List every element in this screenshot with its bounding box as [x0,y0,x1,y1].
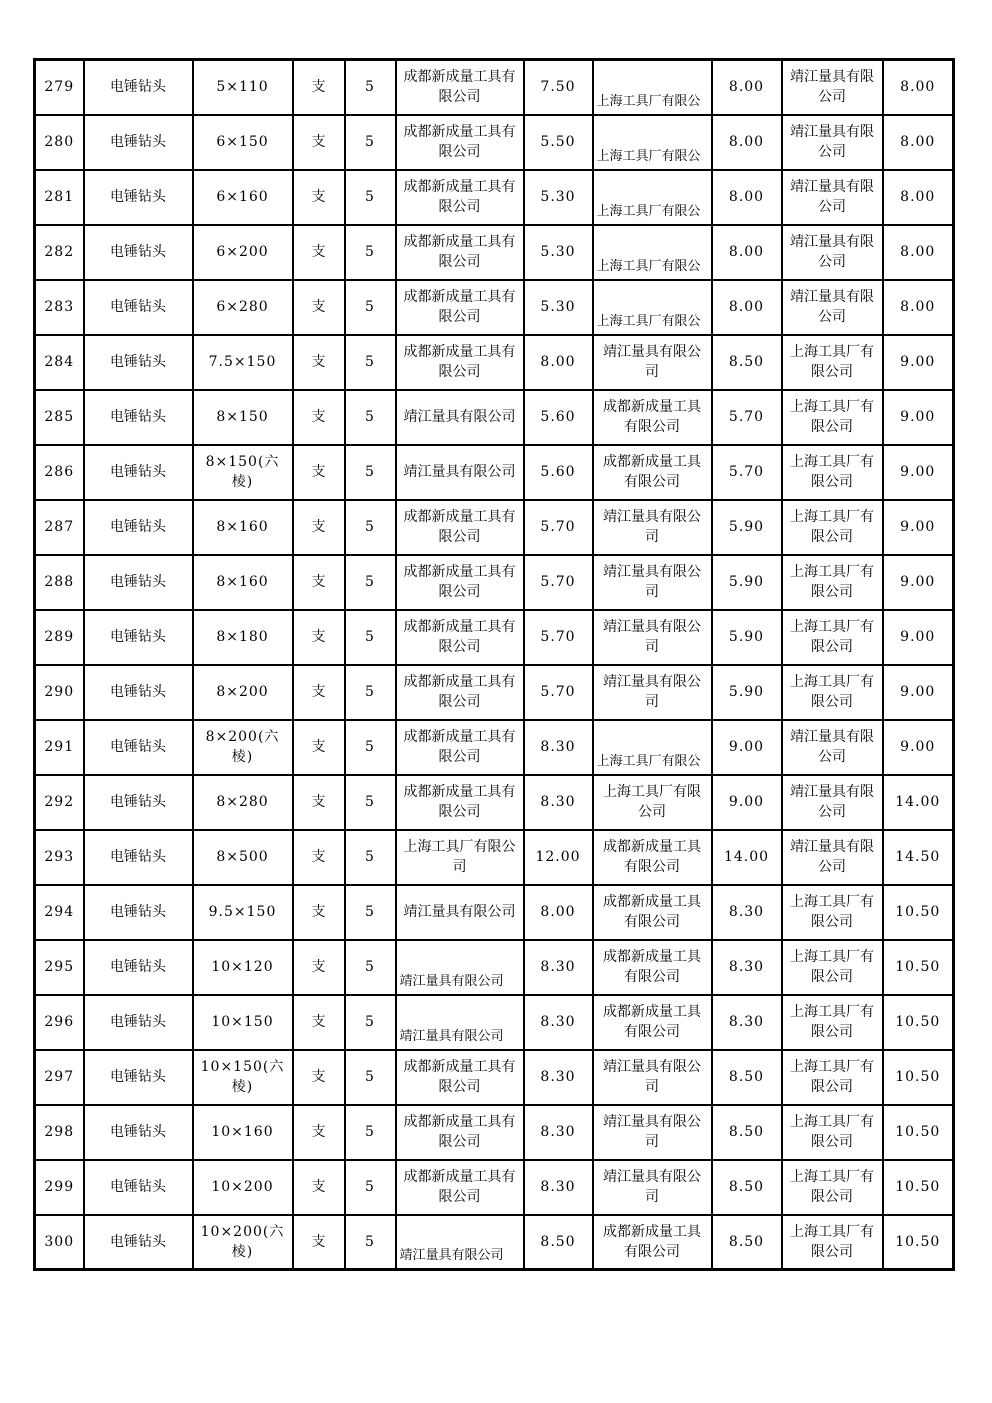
price-1: 8.30 [524,1050,593,1105]
supplier-2: 靖江量具有限公司 [593,500,712,555]
supplier-1: 成都新成量工具有限公司 [396,555,524,610]
table-row [35,280,954,335]
item-spec: 8×180 [193,610,293,665]
item-quantity: 5 [345,555,396,610]
price-3: 8.00 [883,225,954,280]
table-row [35,225,954,280]
supplier-2: 靖江量具有限公司 [593,555,712,610]
price-2: 8.00 [712,115,782,170]
item-unit: 支 [293,775,345,830]
item-name: 电锤钻头 [84,1215,193,1270]
item-name: 电锤钻头 [84,885,193,940]
supplier-3: 上海工具厂有限公司 [782,500,883,555]
item-unit: 支 [293,720,345,775]
price-1: 5.30 [524,280,593,335]
item-spec: 6×280 [193,280,293,335]
supplier-2: 成都新成量工具有限公司 [593,390,712,445]
row-number: 283 [35,280,84,335]
item-unit: 支 [293,115,345,170]
table-row [35,995,954,1050]
supplier-3: 上海工具厂有限公司 [782,1215,883,1270]
supplier-1: 成都新成量工具有限公司 [396,720,524,775]
supplier-3: 靖江量具有限公司 [782,60,883,115]
item-name: 电锤钻头 [84,830,193,885]
supplier-2: 靖江量具有限公司 [593,1160,712,1215]
price-1: 8.30 [524,775,593,830]
item-name: 电锤钻头 [84,1160,193,1215]
row-number: 290 [35,665,84,720]
item-name: 电锤钻头 [84,940,193,995]
item-name: 电锤钻头 [84,445,193,500]
supplier-3: 靖江量具有限公司 [782,170,883,225]
supplier-1: 成都新成量工具有限公司 [396,500,524,555]
table-row [35,1105,954,1160]
price-3: 8.00 [883,280,954,335]
item-quantity: 5 [345,1050,396,1105]
price-1: 5.50 [524,115,593,170]
item-unit: 支 [293,940,345,995]
supplier-1: 成都新成量工具有限公司 [396,335,524,390]
item-unit: 支 [293,225,345,280]
item-spec: 10×160 [193,1105,293,1160]
price-2: 5.70 [712,445,782,500]
item-spec: 9.5×150 [193,885,293,940]
table-row [35,555,954,610]
item-quantity: 5 [345,170,396,225]
item-name: 电锤钻头 [84,720,193,775]
price-1: 5.60 [524,390,593,445]
supplier-2: 成都新成量工具有限公司 [593,940,712,995]
row-number: 297 [35,1050,84,1105]
item-quantity: 5 [345,665,396,720]
supplier-2: 上海工具厂有限公 [593,170,712,225]
supplier-1: 成都新成量工具有限公司 [396,775,524,830]
supplier-3: 上海工具厂有限公司 [782,940,883,995]
row-number: 294 [35,885,84,940]
table-row [35,60,954,115]
table-body [35,60,954,1270]
supplier-1: 靖江量具有限公司 [396,445,524,500]
supplier-3: 上海工具厂有限公司 [782,1160,883,1215]
item-spec: 10×150(六棱) [193,1050,293,1105]
price-2: 8.50 [712,1160,782,1215]
item-unit: 支 [293,335,345,390]
table-row [35,170,954,225]
price-1: 5.30 [524,225,593,280]
row-number: 296 [35,995,84,1050]
supplier-2: 成都新成量工具有限公司 [593,1215,712,1270]
item-quantity: 5 [345,335,396,390]
item-spec: 8×160 [193,555,293,610]
price-1: 8.00 [524,335,593,390]
price-2: 8.30 [712,995,782,1050]
supplier-1: 成都新成量工具有限公司 [396,280,524,335]
price-1: 5.70 [524,555,593,610]
table-row [35,390,954,445]
table-row [35,610,954,665]
item-spec: 8×500 [193,830,293,885]
item-quantity: 5 [345,390,396,445]
supplier-3: 上海工具厂有限公司 [782,610,883,665]
item-unit: 支 [293,1050,345,1105]
supplier-3: 靖江量具有限公司 [782,775,883,830]
price-2: 8.30 [712,885,782,940]
item-spec: 6×160 [193,170,293,225]
row-number: 284 [35,335,84,390]
table-row [35,115,954,170]
item-name: 电锤钻头 [84,225,193,280]
supplier-1: 成都新成量工具有限公司 [396,60,524,115]
item-unit: 支 [293,170,345,225]
price-1: 5.70 [524,665,593,720]
supplier-2: 上海工具厂有限公 [593,280,712,335]
supplier-3: 上海工具厂有限公司 [782,665,883,720]
price-1: 8.30 [524,1160,593,1215]
item-quantity: 5 [345,1215,396,1270]
row-number: 287 [35,500,84,555]
item-spec: 8×160 [193,500,293,555]
item-quantity: 5 [345,60,396,115]
item-spec: 8×280 [193,775,293,830]
item-spec: 10×150 [193,995,293,1050]
item-quantity: 5 [345,610,396,665]
table-row [35,445,954,500]
item-quantity: 5 [345,995,396,1050]
item-spec: 8×200 [193,665,293,720]
item-unit: 支 [293,60,345,115]
supplier-2: 靖江量具有限公司 [593,335,712,390]
row-number: 279 [35,60,84,115]
supplier-1: 靖江量具有限公司 [396,995,524,1050]
table-row [35,720,954,775]
price-2: 8.00 [712,170,782,225]
price-2: 8.50 [712,335,782,390]
price-1: 8.30 [524,720,593,775]
item-quantity: 5 [345,500,396,555]
item-unit: 支 [293,830,345,885]
price-2: 5.90 [712,665,782,720]
price-2: 8.00 [712,280,782,335]
item-quantity: 5 [345,115,396,170]
price-3: 9.00 [883,335,954,390]
price-3: 9.00 [883,445,954,500]
item-unit: 支 [293,445,345,500]
price-1: 5.30 [524,170,593,225]
item-quantity: 5 [345,885,396,940]
supplier-2: 上海工具厂有限公 [593,225,712,280]
row-number: 289 [35,610,84,665]
row-number: 282 [35,225,84,280]
table-row [35,1050,954,1105]
table-row [35,830,954,885]
price-1: 8.30 [524,940,593,995]
item-name: 电锤钻头 [84,170,193,225]
price-2: 5.90 [712,500,782,555]
price-1: 8.30 [524,995,593,1050]
price-2: 8.50 [712,1215,782,1270]
item-unit: 支 [293,390,345,445]
supplier-3: 靖江量具有限公司 [782,115,883,170]
supplier-1: 靖江量具有限公司 [396,885,524,940]
price-2: 8.00 [712,60,782,115]
item-quantity: 5 [345,775,396,830]
item-name: 电锤钻头 [84,60,193,115]
item-quantity: 5 [345,1160,396,1215]
price-3: 8.00 [883,60,954,115]
supplier-2: 靖江量具有限公司 [593,610,712,665]
row-number: 280 [35,115,84,170]
item-name: 电锤钻头 [84,280,193,335]
price-3: 14.50 [883,830,954,885]
item-name: 电锤钻头 [84,775,193,830]
row-number: 288 [35,555,84,610]
supplier-2: 上海工具厂有限公 [593,115,712,170]
supplier-1: 成都新成量工具有限公司 [396,610,524,665]
supplier-2: 成都新成量工具有限公司 [593,885,712,940]
price-1: 5.60 [524,445,593,500]
price-1: 7.50 [524,60,593,115]
item-spec: 10×200(六棱) [193,1215,293,1270]
price-1: 8.30 [524,1105,593,1160]
price-2: 8.50 [712,1050,782,1105]
supplier-1: 靖江量具有限公司 [396,1215,524,1270]
item-spec: 10×200 [193,1160,293,1215]
price-1: 5.70 [524,610,593,665]
supplier-3: 上海工具厂有限公司 [782,995,883,1050]
row-number: 281 [35,170,84,225]
row-number: 300 [35,1215,84,1270]
item-unit: 支 [293,610,345,665]
price-2: 5.90 [712,555,782,610]
price-3: 14.00 [883,775,954,830]
price-1: 8.50 [524,1215,593,1270]
table-row [35,500,954,555]
table-row [35,1215,954,1270]
supplier-1: 成都新成量工具有限公司 [396,1160,524,1215]
table-row [35,940,954,995]
item-name: 电锤钻头 [84,115,193,170]
supplier-2: 成都新成量工具有限公司 [593,995,712,1050]
supplier-2: 成都新成量工具有限公司 [593,445,712,500]
price-3: 10.50 [883,1215,954,1270]
item-name: 电锤钻头 [84,500,193,555]
supplier-1: 成都新成量工具有限公司 [396,225,524,280]
price-2: 8.50 [712,1105,782,1160]
price-3: 9.00 [883,500,954,555]
row-number: 291 [35,720,84,775]
row-number: 293 [35,830,84,885]
supplier-3: 上海工具厂有限公司 [782,885,883,940]
price-2: 9.00 [712,720,782,775]
price-3: 10.50 [883,1160,954,1215]
price-2: 5.70 [712,390,782,445]
supplier-3: 靖江量具有限公司 [782,225,883,280]
row-number: 285 [35,390,84,445]
item-quantity: 5 [345,225,396,280]
supplier-2: 靖江量具有限公司 [593,1105,712,1160]
price-1: 12.00 [524,830,593,885]
item-name: 电锤钻头 [84,390,193,445]
price-1: 5.70 [524,500,593,555]
item-unit: 支 [293,1160,345,1215]
price-3: 9.00 [883,720,954,775]
price-2: 8.30 [712,940,782,995]
item-spec: 8×200(六棱) [193,720,293,775]
item-quantity: 5 [345,280,396,335]
price-3: 10.50 [883,1050,954,1105]
item-unit: 支 [293,995,345,1050]
item-quantity: 5 [345,720,396,775]
row-number: 292 [35,775,84,830]
supplier-1: 成都新成量工具有限公司 [396,170,524,225]
item-quantity: 5 [345,1105,396,1160]
supplier-3: 靖江量具有限公司 [782,280,883,335]
item-name: 电锤钻头 [84,1050,193,1105]
price-3: 8.00 [883,170,954,225]
item-quantity: 5 [345,445,396,500]
item-spec: 8×150(六棱) [193,445,293,500]
price-2: 8.00 [712,225,782,280]
row-number: 299 [35,1160,84,1215]
item-spec: 7.5×150 [193,335,293,390]
item-unit: 支 [293,885,345,940]
price-3: 9.00 [883,390,954,445]
supplier-3: 上海工具厂有限公司 [782,445,883,500]
item-quantity: 5 [345,830,396,885]
item-name: 电锤钻头 [84,610,193,665]
row-number: 298 [35,1105,84,1160]
item-spec: 5×110 [193,60,293,115]
item-name: 电锤钻头 [84,335,193,390]
supplier-1: 上海工具厂有限公司 [396,830,524,885]
item-name: 电锤钻头 [84,665,193,720]
table-row [35,885,954,940]
price-3: 9.00 [883,665,954,720]
supplier-1: 成都新成量工具有限公司 [396,115,524,170]
item-spec: 10×120 [193,940,293,995]
supplier-3: 靖江量具有限公司 [782,830,883,885]
table-row [35,335,954,390]
supplier-2: 上海工具厂有限公司 [593,775,712,830]
row-number: 286 [35,445,84,500]
supplier-1: 成都新成量工具有限公司 [396,1050,524,1105]
row-number: 295 [35,940,84,995]
supplier-1: 靖江量具有限公司 [396,390,524,445]
price-3: 10.50 [883,1105,954,1160]
item-spec: 6×150 [193,115,293,170]
supplier-1: 成都新成量工具有限公司 [396,665,524,720]
item-name: 电锤钻头 [84,555,193,610]
item-spec: 8×150 [193,390,293,445]
price-3: 10.50 [883,885,954,940]
supplier-2: 上海工具厂有限公 [593,60,712,115]
price-2: 9.00 [712,775,782,830]
price-1: 8.00 [524,885,593,940]
price-3: 10.50 [883,995,954,1050]
item-unit: 支 [293,1105,345,1160]
item-name: 电锤钻头 [84,1105,193,1160]
supplier-1: 成都新成量工具有限公司 [396,1105,524,1160]
supplier-2: 成都新成量工具有限公司 [593,830,712,885]
price-3: 9.00 [883,610,954,665]
price-comparison-table [33,58,955,1271]
table-row [35,775,954,830]
price-2: 14.00 [712,830,782,885]
price-3: 8.00 [883,115,954,170]
supplier-3: 上海工具厂有限公司 [782,335,883,390]
table-row [35,1160,954,1215]
table-row [35,665,954,720]
supplier-3: 上海工具厂有限公司 [782,1050,883,1105]
supplier-3: 靖江量具有限公司 [782,720,883,775]
supplier-2: 靖江量具有限公司 [593,1050,712,1105]
supplier-3: 上海工具厂有限公司 [782,1105,883,1160]
price-3: 9.00 [883,555,954,610]
item-name: 电锤钻头 [84,995,193,1050]
item-unit: 支 [293,665,345,720]
item-spec: 6×200 [193,225,293,280]
item-unit: 支 [293,500,345,555]
supplier-1: 靖江量具有限公司 [396,940,524,995]
item-unit: 支 [293,280,345,335]
price-3: 10.50 [883,940,954,995]
price-2: 5.90 [712,610,782,665]
supplier-3: 上海工具厂有限公司 [782,555,883,610]
supplier-2: 上海工具厂有限公 [593,720,712,775]
item-unit: 支 [293,1215,345,1270]
supplier-2: 靖江量具有限公司 [593,665,712,720]
item-quantity: 5 [345,940,396,995]
item-unit: 支 [293,555,345,610]
supplier-3: 上海工具厂有限公司 [782,390,883,445]
